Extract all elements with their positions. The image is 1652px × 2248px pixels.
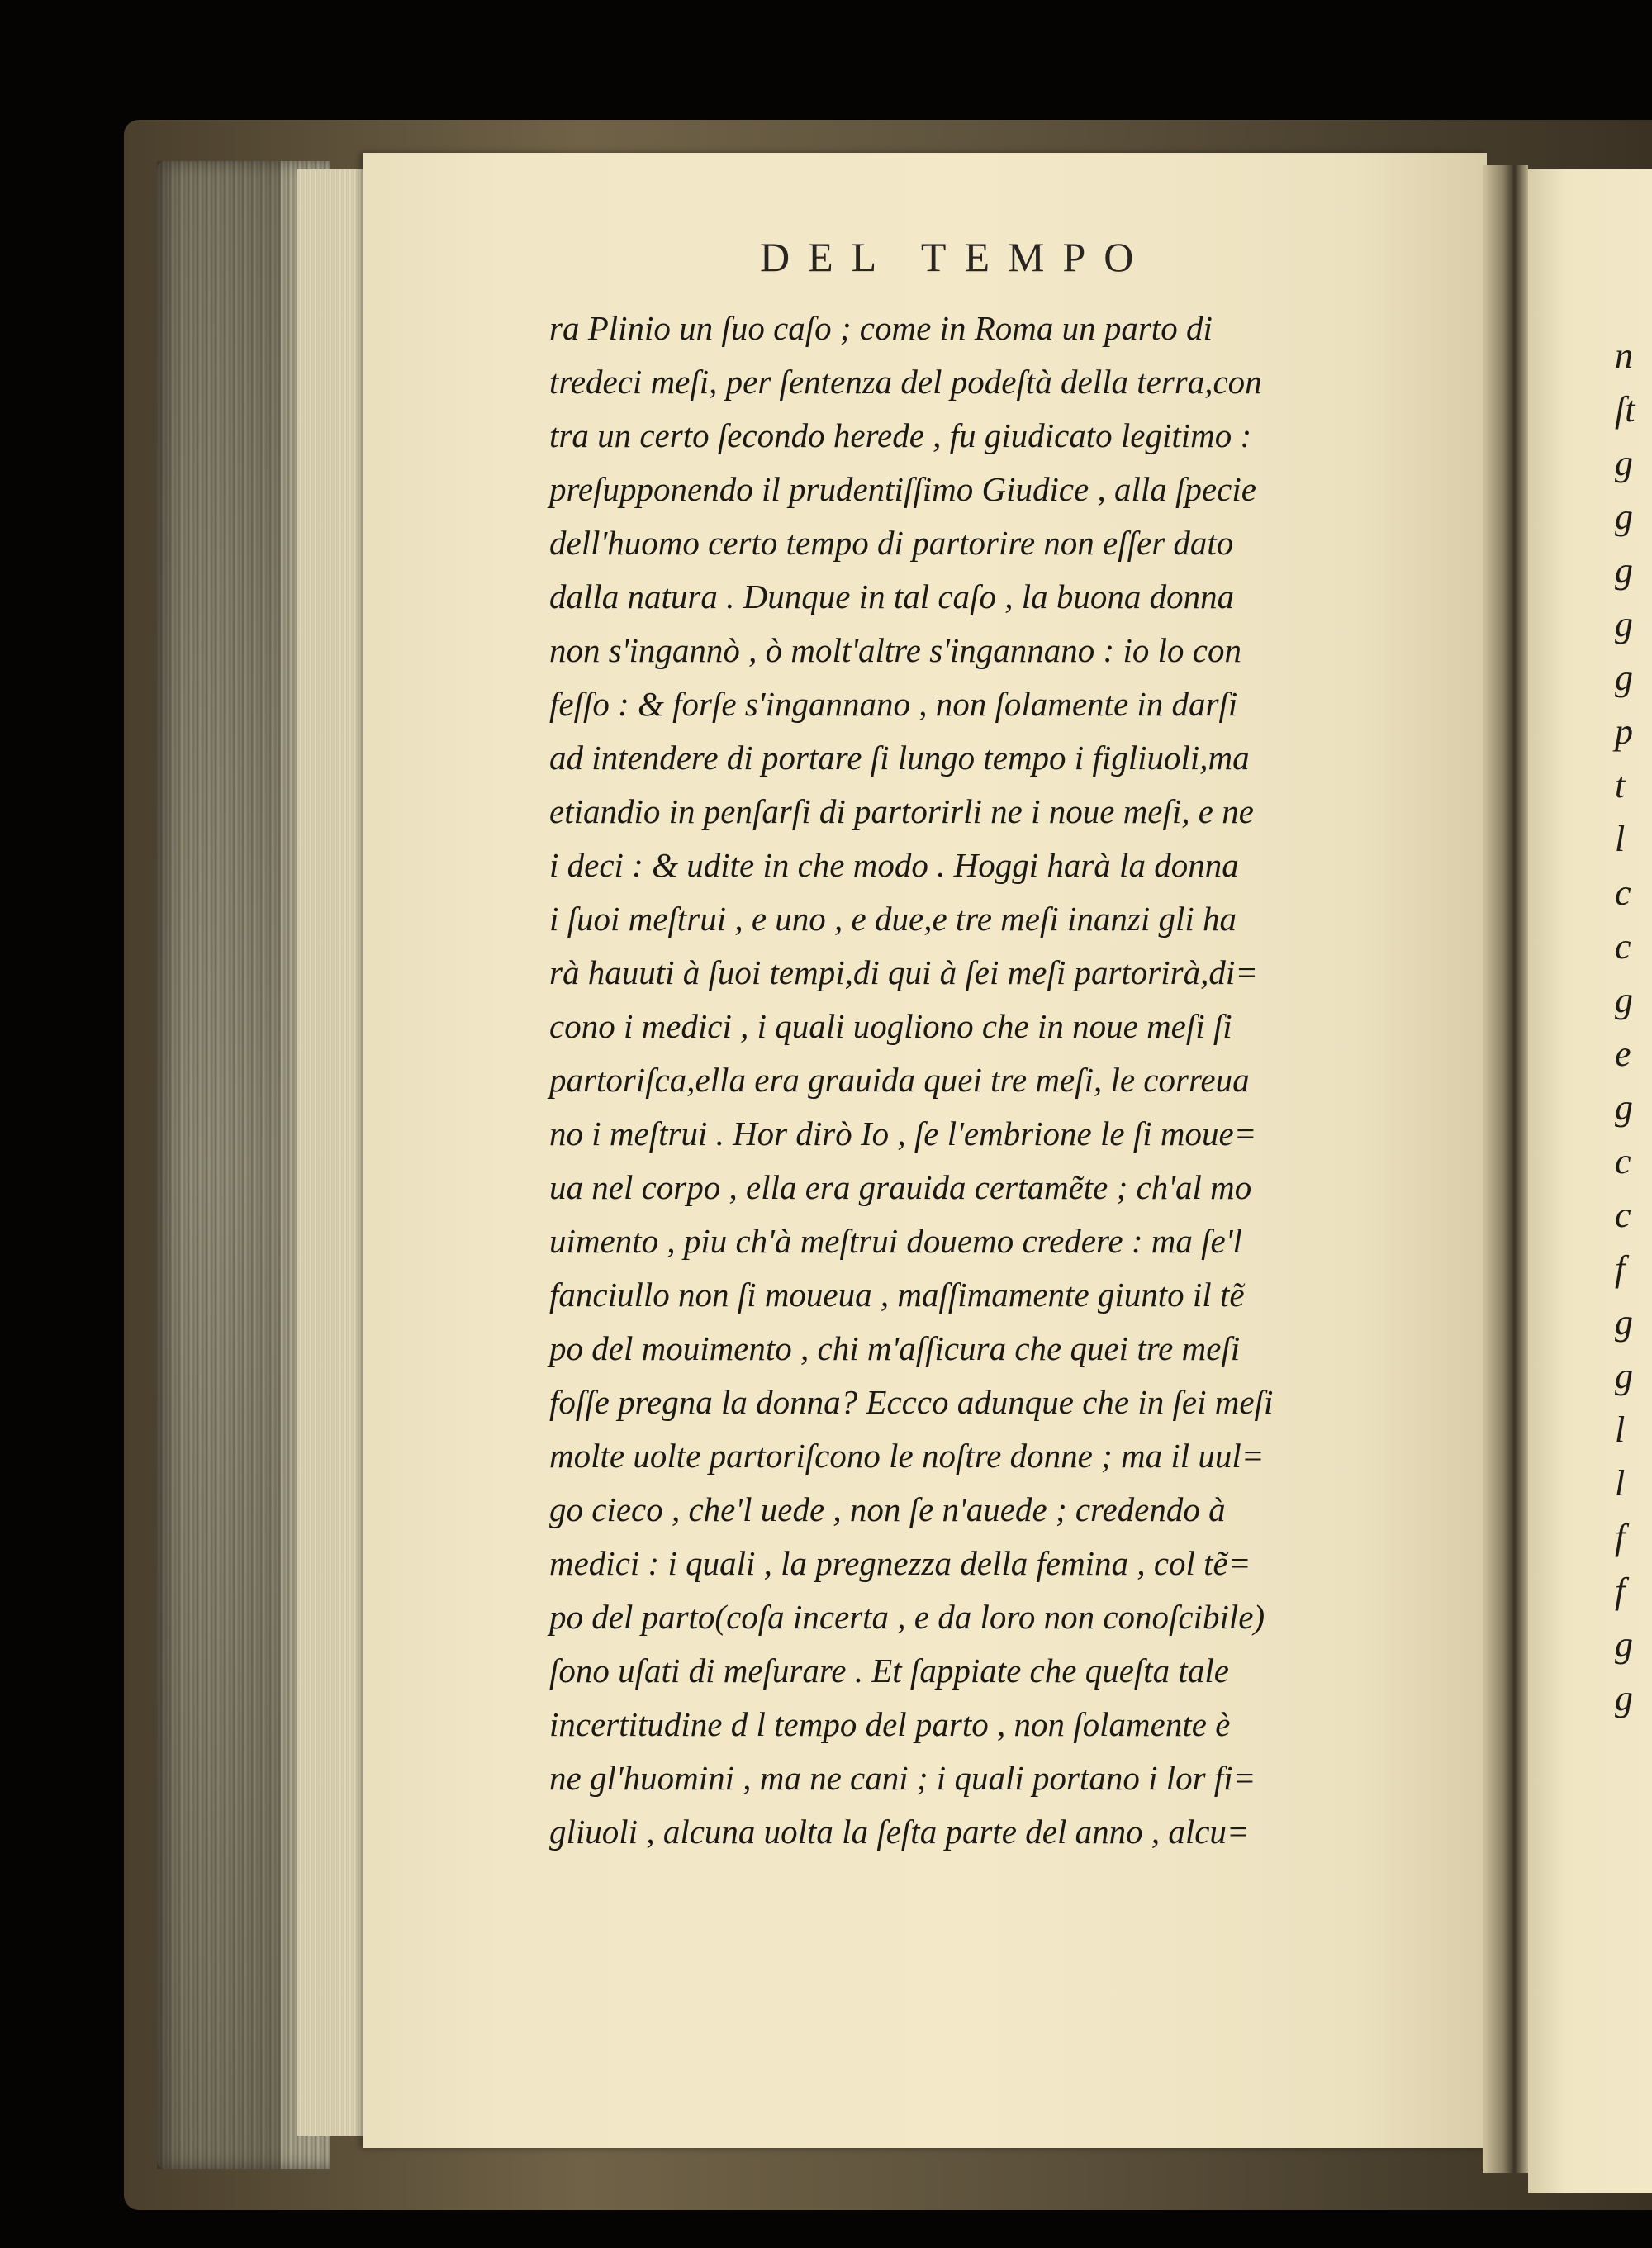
- text-line: tredeci meſi, per ſentenza del podeſtà della terra,con: [549, 363, 1262, 401]
- right-page-fragment: c: [1615, 1195, 1631, 1235]
- right-page-fragment: l: [1615, 819, 1626, 859]
- text-line: fanciullo non ſi moueua , maſſimamente giunto il tẽ: [549, 1276, 1245, 1314]
- text-line: partoriſca,ella era grauida quei tre meſi, le correua: [549, 1061, 1250, 1099]
- right-page-fragment: t: [1615, 765, 1626, 806]
- right-page-fragment: c: [1615, 872, 1631, 913]
- text-line: dalla natura . Dunque in tal caſo , la buona donna: [549, 577, 1235, 615]
- text-line: tra un certo ſecondo herede , fu giudicato legitimo :: [549, 416, 1252, 454]
- text-line: dell'huomo certo tempo di partorire non eſſer dato: [549, 524, 1234, 562]
- right-page-fragment: e: [1615, 1034, 1631, 1074]
- right-page-fragment: l: [1615, 1409, 1626, 1450]
- text-line: i ſuoi meſtrui , e uno , e due,e tre meſi inanzi gli ha: [549, 900, 1237, 938]
- right-page-fragment: g: [1615, 1356, 1633, 1396]
- right-page-fragment: f: [1615, 1248, 1626, 1289]
- text-line: cono i medici , i quali uogliono che in noue meſi ſi: [549, 1007, 1232, 1045]
- text-line: preſupponendo il prudentiſſimo Giudice , alla ſpecie: [549, 470, 1256, 508]
- page-stack-shadow: [157, 161, 281, 2169]
- right-page-fragment: c: [1615, 926, 1631, 967]
- text-line: po del parto(coſa incerta , e da loro non conoſcibile): [549, 1598, 1265, 1636]
- right-page-fragment: g: [1615, 550, 1633, 591]
- text-line: non s'ingannò , ò molt'altre s'ingannano : io lo con: [549, 631, 1241, 669]
- text-line: feſſo : & forſe s'ingannano , non ſolamente in darſi: [549, 685, 1238, 723]
- text-line: ne gl'huomini , ma ne cani ; i quali portano i lor fi=: [549, 1759, 1256, 1797]
- right-page-fragment: g: [1615, 980, 1633, 1020]
- book-gutter: [1483, 165, 1528, 2173]
- right-page-fragment: g: [1615, 604, 1633, 644]
- right-page-fragment: g: [1615, 443, 1633, 483]
- right-page-fragment: g: [1615, 658, 1633, 698]
- page-edges: [297, 169, 372, 2136]
- right-page-fragment: f: [1615, 1517, 1626, 1557]
- right-page-fragment: l: [1615, 1463, 1626, 1504]
- text-block: [549, 302, 1425, 1954]
- text-line: i deci : & udite in che modo . Hoggi harà la donna: [549, 846, 1239, 884]
- text-line: gliuoli , alcuna uolta la ſeſta parte del anno , alcu=: [549, 1813, 1250, 1851]
- right-page-fragment: g: [1615, 1678, 1633, 1718]
- text-line: po del mouimento , chi m'aſſicura che quei tre meſi: [549, 1329, 1241, 1367]
- text-line: etiandio in penſarſi di partorirli ne i noue meſi, e ne: [549, 792, 1254, 830]
- right-page-fragment: p: [1615, 711, 1633, 752]
- text-line: ua nel corpo , ella era grauida certamẽte ; ch'al mo: [549, 1168, 1252, 1206]
- text-line: foſſe pregna la donna? Eccco adunque che in ſei meſi: [549, 1383, 1274, 1421]
- right-page-fragment: ſt: [1615, 389, 1635, 430]
- right-page-fragment: n: [1615, 335, 1633, 376]
- right-page-fragment: f: [1615, 1571, 1626, 1611]
- text-line: medici : i quali , la pregnezza della femina , col tẽ=: [549, 1544, 1251, 1582]
- text-line: incertitudine d l tempo del parto , non ſolamente è: [549, 1705, 1231, 1743]
- text-line: ra Plinio un ſuo caſo ; come in Roma un parto di: [549, 309, 1213, 347]
- right-page-text-fragments: [1615, 330, 1648, 1900]
- right-page-fragment: g: [1615, 1302, 1633, 1343]
- text-line: uimento , piu ch'à meſtrui douemo credere : ma ſe'l: [549, 1222, 1242, 1260]
- right-page-fragment: g: [1615, 1624, 1633, 1665]
- text-line: no i meſtrui . Hor dirò Io , ſe l'embrione le ſi moue=: [549, 1114, 1257, 1153]
- text-line: ad intendere di portare ſi lungo tempo i figliuoli,ma: [549, 739, 1250, 777]
- text-line: ſono uſati di meſurare . Et ſappiate che queſta tale: [549, 1652, 1229, 1690]
- running-head: DEL TEMPO: [760, 234, 1152, 280]
- right-page-fragment: g: [1615, 497, 1633, 537]
- text-line: rà hauuti à ſuoi tempi,di qui à ſei meſi partorirà,di=: [549, 953, 1258, 991]
- right-page-fragment: g: [1615, 1087, 1633, 1128]
- right-page-fragment: c: [1615, 1141, 1631, 1181]
- text-line: molte uolte partoriſcono le noſtre donne ; ma il uul=: [549, 1437, 1265, 1475]
- text-line: go cieco , che'l uede , non ſe n'auede ; credendo à: [549, 1490, 1226, 1528]
